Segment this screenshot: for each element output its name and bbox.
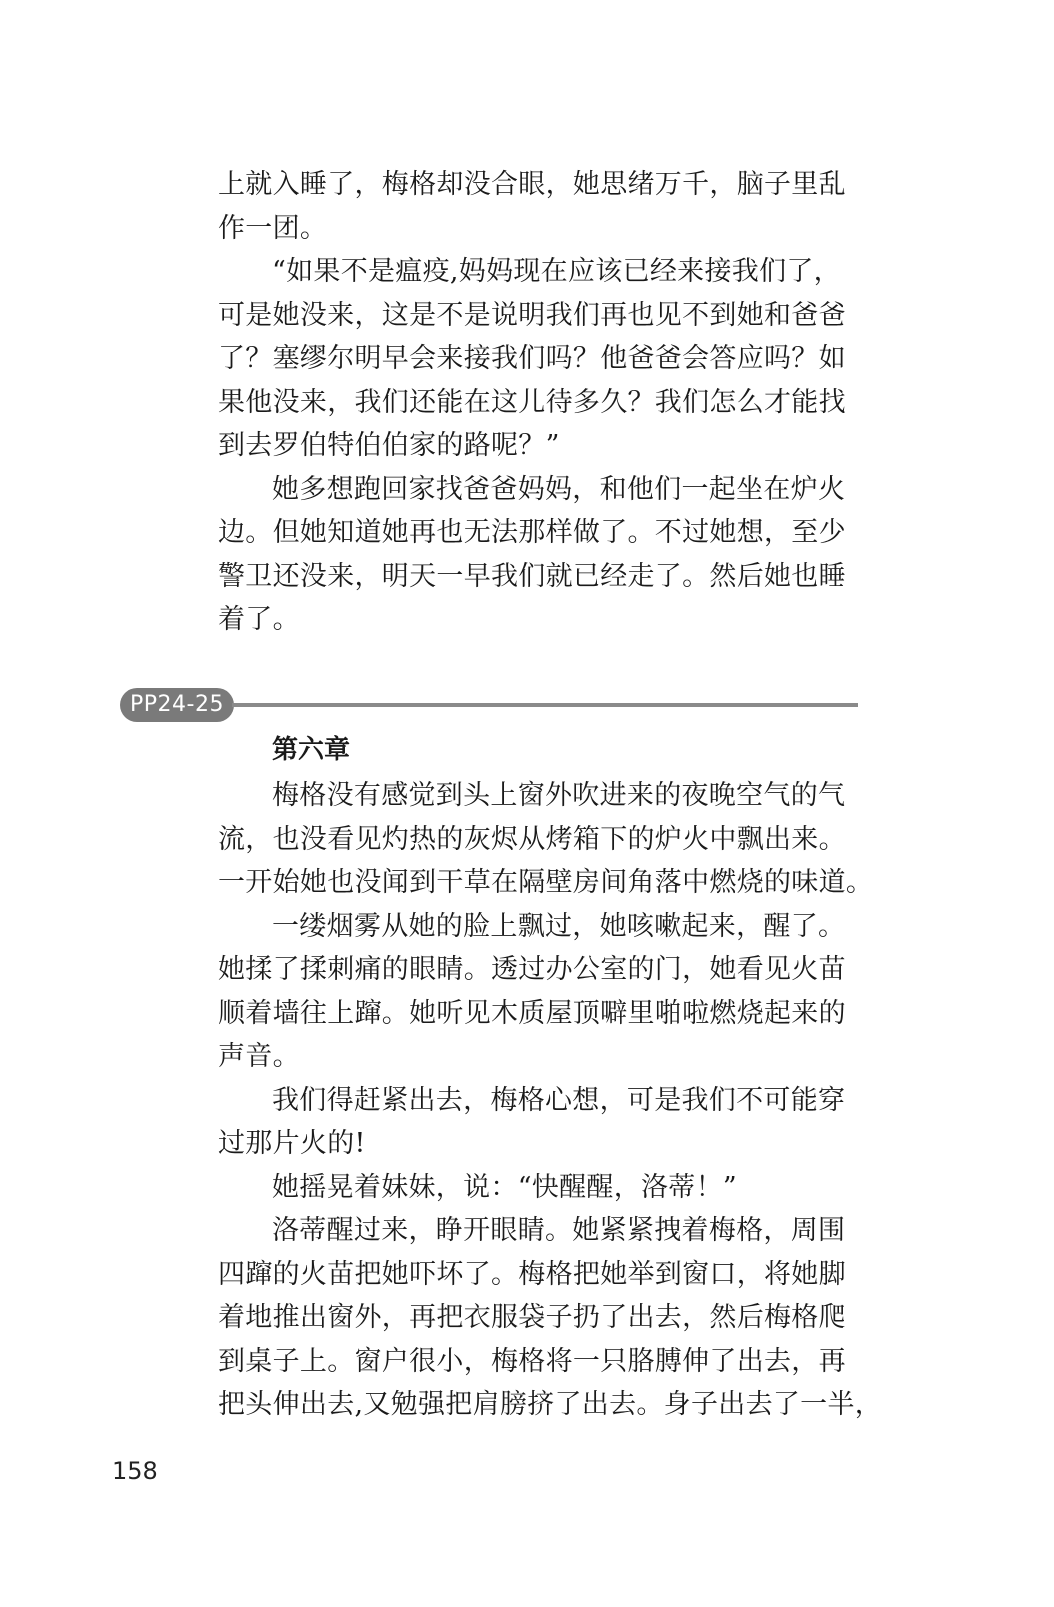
text-line: 流，也没看见灼热的灰烬从烤箱下的炉火中飘出来。 (218, 823, 846, 855)
section-divider (232, 703, 858, 707)
text-line: 作一团。 (218, 212, 328, 244)
text-line: 她摇晃着妹妹，说：“快醒醒，洛蒂！” (272, 1171, 738, 1203)
text-line: 一开始她也没闻到干草在隔壁房间角落中燃烧的味道。 (218, 867, 874, 898)
chapter-passage (218, 774, 883, 1427)
text-line: 警卫还没来，明天一早我们就已经走了。然后她也睡 (218, 560, 846, 592)
text-line: 四蹿的火苗把她吓坏了。梅格把她举到窗口，将她脚 (218, 1258, 846, 1290)
text-line: 过那片火的! (218, 1128, 366, 1159)
text-line: 边。但她知道她再也无法那样做了。不过她想，至少 (218, 517, 846, 548)
text-line: 了？塞缪尔明早会来接我们吗？他爸爸会答应吗？如 (218, 343, 846, 374)
text-line: 她多想跑回家找爸爸妈妈，和他们一起坐在炉火 (272, 473, 846, 505)
top-passage (218, 163, 858, 642)
text-line: 着地推出窗外，再把衣服袋子扔了出去，然后梅格爬 (218, 1302, 846, 1333)
text-line: 到去罗伯特伯伯家的路呢？” (218, 430, 560, 461)
text-line: 把头伸出去,又勉强把肩膀挤了出去。身子出去了一半， (218, 1389, 883, 1420)
section-marker (120, 688, 858, 722)
text-line: 洛蒂醒过来，睁开眼睛。她紧紧拽着梅格，周围 (272, 1215, 846, 1246)
page-reference-badge: PP24-25 (120, 688, 234, 722)
text-line: 着了。 (218, 604, 300, 635)
text-line: 上就入睡了，梅格却没合眼，她思绪万千，脑子里乱 (218, 169, 846, 200)
text-line: 我们得赶紧出去，梅格心想，可是我们不可能穿 (272, 1084, 846, 1116)
text-line: 她揉了揉刺痛的眼睛。透过办公室的门，她看见火苗 (218, 954, 846, 985)
text-line: 到桌子上。窗户很小，梅格将一只胳膊伸了出去，再 (218, 1345, 846, 1377)
text-line: 顺着墙往上蹿。她听见木质屋顶噼里啪啦燃烧起来的 (218, 997, 846, 1029)
text-line: 声音。 (218, 1041, 300, 1072)
text-line: 一缕烟雾从她的脸上飘过，她咳嗽起来，醒了。 (272, 910, 846, 942)
chapter-title: 第六章 (272, 735, 351, 765)
text-line: 梅格没有感觉到头上窗外吹进来的夜晚空气的气 (272, 780, 846, 811)
text-line: 可是她没来，这是不是说明我们再也见不到她和爸爸 (218, 299, 846, 331)
text-line: “如果不是瘟疫,妈妈现在应该已经来接我们了， (272, 256, 841, 287)
page-number: 158 (112, 1457, 158, 1485)
text-line: 果他没来，我们还能在这儿待多久？我们怎么才能找 (218, 386, 846, 418)
